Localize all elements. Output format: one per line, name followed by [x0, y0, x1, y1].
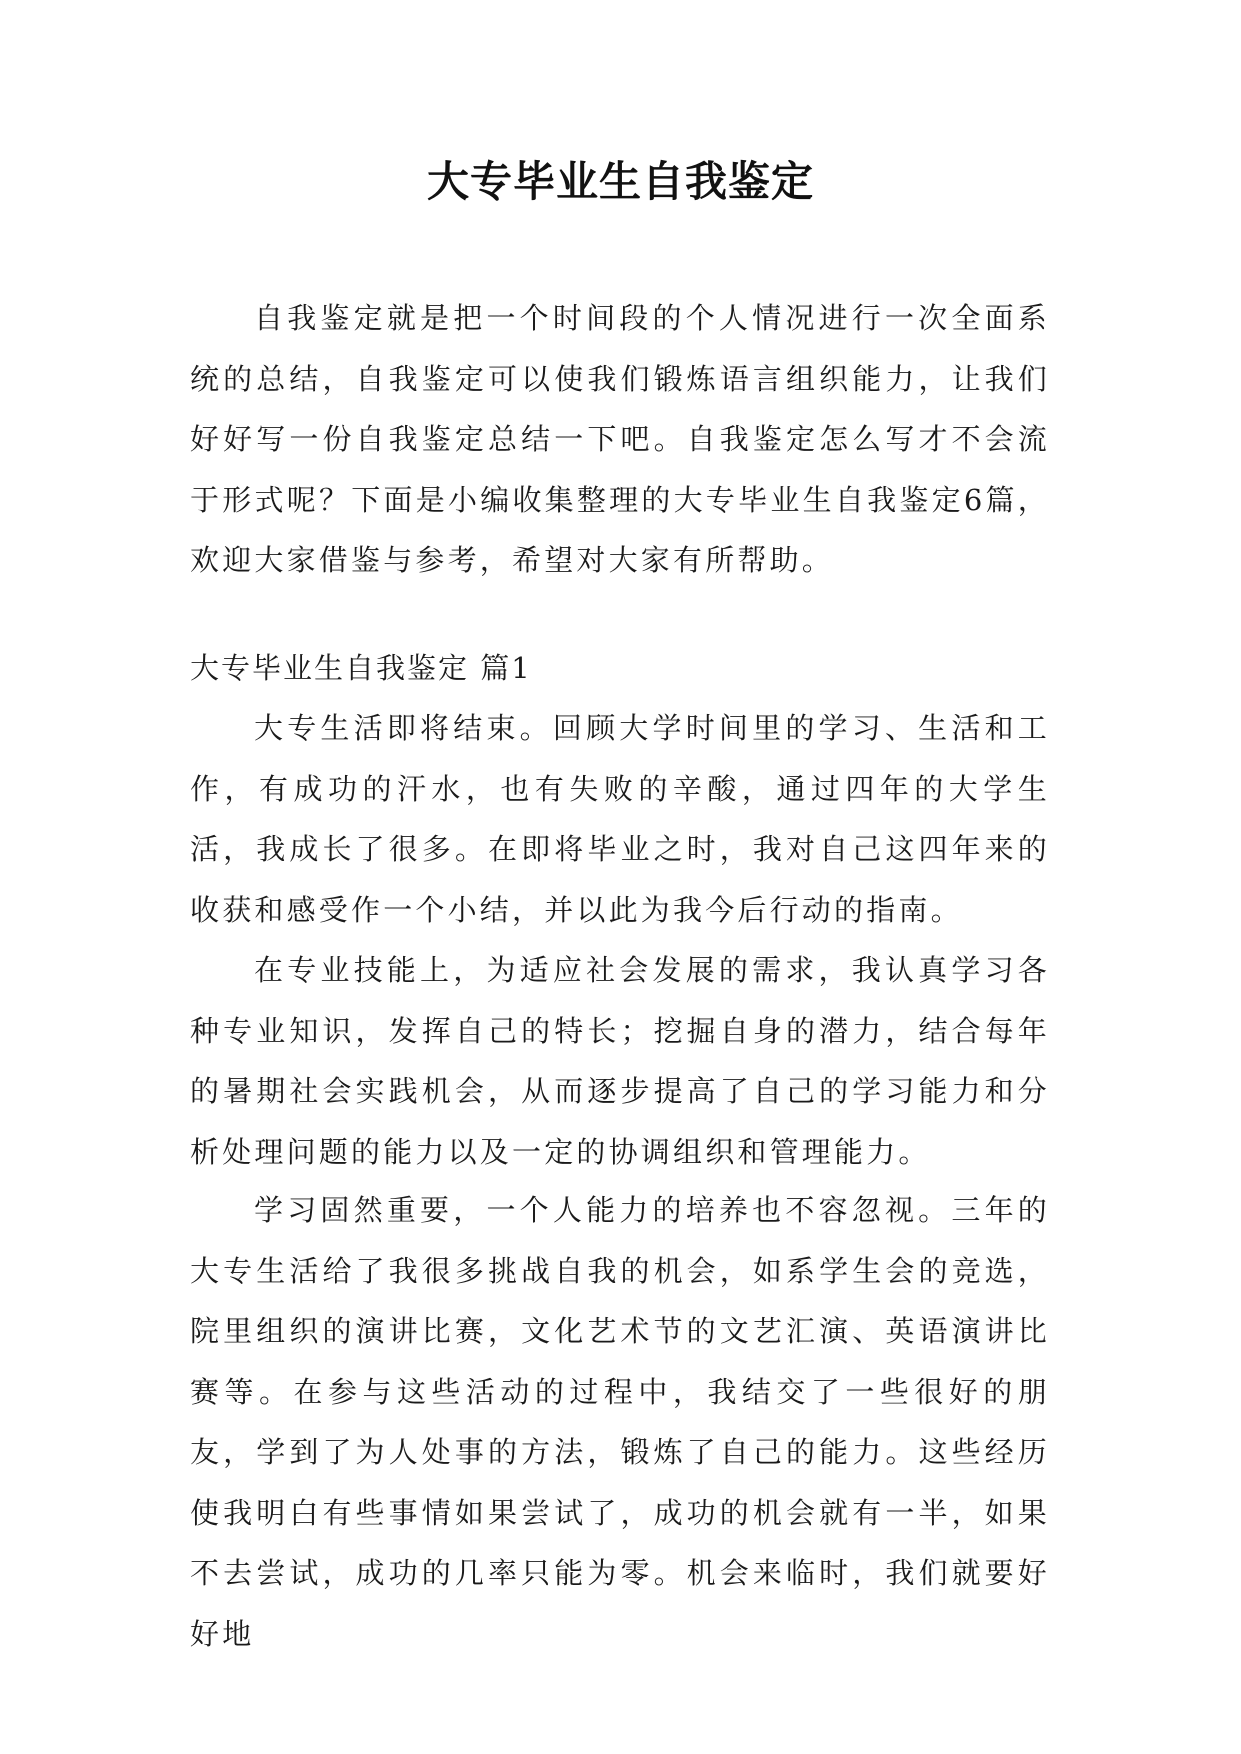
section-heading: 大专毕业生自我鉴定 篇1: [190, 651, 532, 685]
intro-paragraph: 自我鉴定就是把一个时间段的个人情况进行一次全面系统的总结，自我鉴定可以使我们锻炼语言组织能力，让我们好好写一份自我鉴定总结一下吧。自我鉴定怎么写才不会流于形式呢？下面是小编收集整理的大专毕业生自我鉴定6篇，欢迎大家借鉴与参考，希望对大家有所帮助。: [190, 301, 1050, 577]
document-title: 大专毕业生自我鉴定: [426, 157, 814, 206]
body-paragraph-2: 在专业技能上，为适应社会发展的需求，我认真学习各种专业知识，发挥自己的特长；挖掘自身的潜力，结合每年的暑期社会实践机会，从而逐步提高了自己的学习能力和分析处理问题的能力以及一定的协调组织和管理能力。: [190, 953, 1050, 1169]
body-paragraph-1: 大专生活即将结束。回顾大学时间里的学习、生活和工作，有成功的汗水，也有失败的辛酸，通过四年的大学生活，我成长了很多。在即将毕业之时，我对自己这四年来的收获和感受作一个小结，并以此为我今后行动的指南。: [190, 711, 1050, 927]
body-paragraph-3: 学习固然重要，一个人能力的培养也不容忽视。三年的大专生活给了我很多挑战自我的机会，如系学生会的竞选，院里组织的演讲比赛，文化艺术节的文艺汇演、英语演讲比赛等。在参与这些活动的过程中，我结交了一些很好的朋友，学到了为人处事的方法，锻炼了自己的能力。这些经历使我明白有些事情如果尝试了，成功的机会就有一半，如果不去尝试，成功的几率只能为零。机会来临时，我们就要好好地: [190, 1193, 1050, 1651]
